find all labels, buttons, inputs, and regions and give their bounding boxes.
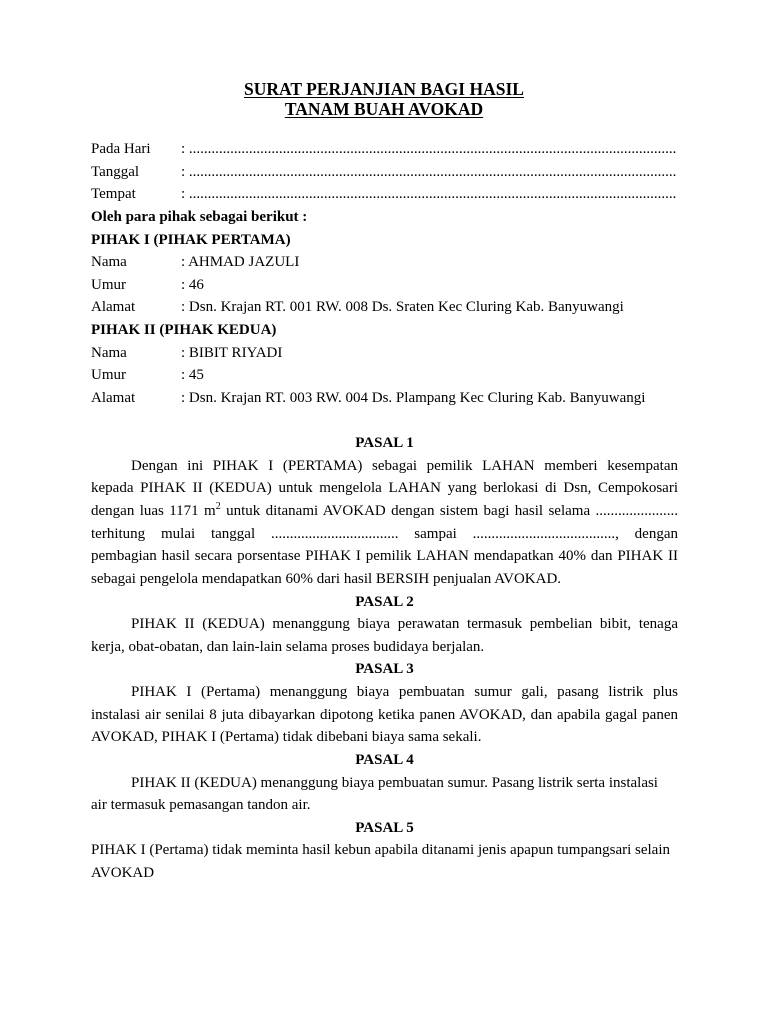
- field-value-blank: : ..................................................................................................................................: [181, 141, 677, 157]
- field-value: : AHMAD JAZULI: [181, 254, 300, 271]
- field-value: : BIBIT RIYADI: [181, 344, 283, 361]
- title-line-2: TANAM BUAH AVOKAD: [284, 99, 484, 119]
- field-label: Tempat: [91, 186, 136, 203]
- pasal-5-line: PIHAK I (Pertama) tidak meminta hasil kebun apabila ditanami jenis apapun tumpangsari selain: [91, 842, 671, 859]
- pasal-1-line: Dengan ini PIHAK I (PERTAMA) sebagai pemilik LAHAN memberi kesempatan: [131, 457, 678, 474]
- pasal-4-line: PIHAK II (KEDUA) menanggung biaya pembuatan sumur. Pasang listrik serta instalasi: [131, 774, 658, 791]
- field-row-pada-hari: [91, 138, 678, 161]
- pasal-3-heading: PASAL 3: [355, 661, 414, 678]
- field-value: : Dsn. Krajan RT. 001 RW. 008 Ds. Sraten Kec Cluring Kab. Banyuwangi: [181, 299, 624, 316]
- pasal-2-heading: PASAL 2: [355, 593, 414, 610]
- document-title: [0, 79, 768, 119]
- field-row-tanggal: [91, 161, 678, 184]
- pasal-5-heading: PASAL 5: [355, 819, 414, 836]
- pasal-4-line: air termasuk pemasangan tandon air.: [91, 797, 311, 814]
- pasal-1-line: kepada PIHAK II (KEDUA) untuk mengelola LAHAN yang berlokasi di Dsn, Cempokosari: [91, 480, 678, 497]
- pasal-5-line: AVOKAD: [91, 865, 155, 881]
- pasal-1-line-text: dengan luas 1171 m: [91, 503, 216, 519]
- field-value: : 45: [181, 367, 204, 384]
- pasal-1-line: pembagian hasil secara porsentase PIHAK I pemilik LAHAN mendapatkan 40% dan PIHAK II: [91, 548, 678, 565]
- field-label: Nama: [91, 254, 127, 271]
- pihak-2-alamat-row: [91, 387, 678, 410]
- pihak-1-alamat-row: [91, 296, 678, 319]
- pasal-1-line: sebagai pengelola mendapatkan 60% dari hasil BERSIH penjualan AVOKAD.: [91, 570, 562, 587]
- pihak-1-heading: PIHAK I (PIHAK PERTAMA): [91, 231, 291, 248]
- pasal-2-line: PIHAK II (KEDUA) menanggung biaya perawatan termasuk pembelian bibit, tenaga: [131, 616, 678, 633]
- pasal-3-line: instalasi air senilai 8 juta dibayarkan dipotong ketika panen AVOKAD, dan apabila gagal panen: [91, 706, 678, 723]
- field-label: Pada Hari: [91, 141, 151, 157]
- pihak-2-umur-row: [91, 364, 678, 387]
- pihak-2-nama-row: [91, 342, 678, 365]
- field-value-blank: : ..................................................................................................................................: [181, 163, 677, 180]
- field-value: : 46: [181, 276, 204, 293]
- field-label: Alamat: [91, 299, 136, 316]
- field-value-blank: : ..................................................................................................................................: [181, 186, 677, 203]
- pihak-1-umur-row: [91, 274, 678, 297]
- pasal-4-heading: PASAL 4: [355, 751, 414, 768]
- field-label: Umur: [91, 367, 126, 384]
- parties-intro: Oleh para pihak sebagai berikut :: [91, 208, 308, 225]
- pasal-1-line-text: untuk ditanami AVOKAD dengan sistem bagi hasil selama ......................: [220, 503, 678, 519]
- field-label: Nama: [91, 344, 127, 361]
- title-line-1: SURAT PERJANJIAN BAGI HASIL: [244, 79, 524, 99]
- pasal-1-line: terhitung mulai tanggal .................................. sampai ......................................, dengan: [91, 525, 678, 542]
- field-value: : Dsn. Krajan RT. 003 RW. 004 Ds. Plampang Kec Cluring Kab. Banyuwangi: [181, 389, 646, 406]
- field-row-tempat: [91, 183, 678, 206]
- title-line-1-row: [0, 79, 768, 99]
- title-line-2-row: [0, 99, 768, 119]
- document-body: [91, 138, 678, 885]
- pasal-1-heading: PASAL 1: [355, 435, 414, 452]
- field-label: Alamat: [91, 389, 136, 406]
- field-label: Umur: [91, 276, 126, 293]
- pasal-1-line: [91, 500, 678, 523]
- pihak-2-heading: PIHAK II (PIHAK KEDUA): [91, 322, 277, 338]
- field-label: Tanggal: [91, 163, 140, 180]
- pihak-1-nama-row: [91, 251, 678, 274]
- pasal-3-line: AVOKAD, PIHAK I (Pertama) tidak dibebani biaya sama sekali.: [91, 729, 482, 746]
- pasal-3-line: PIHAK I (Pertama) menanggung biaya pembuatan sumur gali, pasang listrik plus: [131, 684, 678, 700]
- pasal-2-line: kerja, obat-obatan, dan lain-lain selama proses budidaya berjalan.: [91, 638, 485, 655]
- blank-line: [91, 410, 678, 433]
- superscript-square: 2: [215, 501, 221, 512]
